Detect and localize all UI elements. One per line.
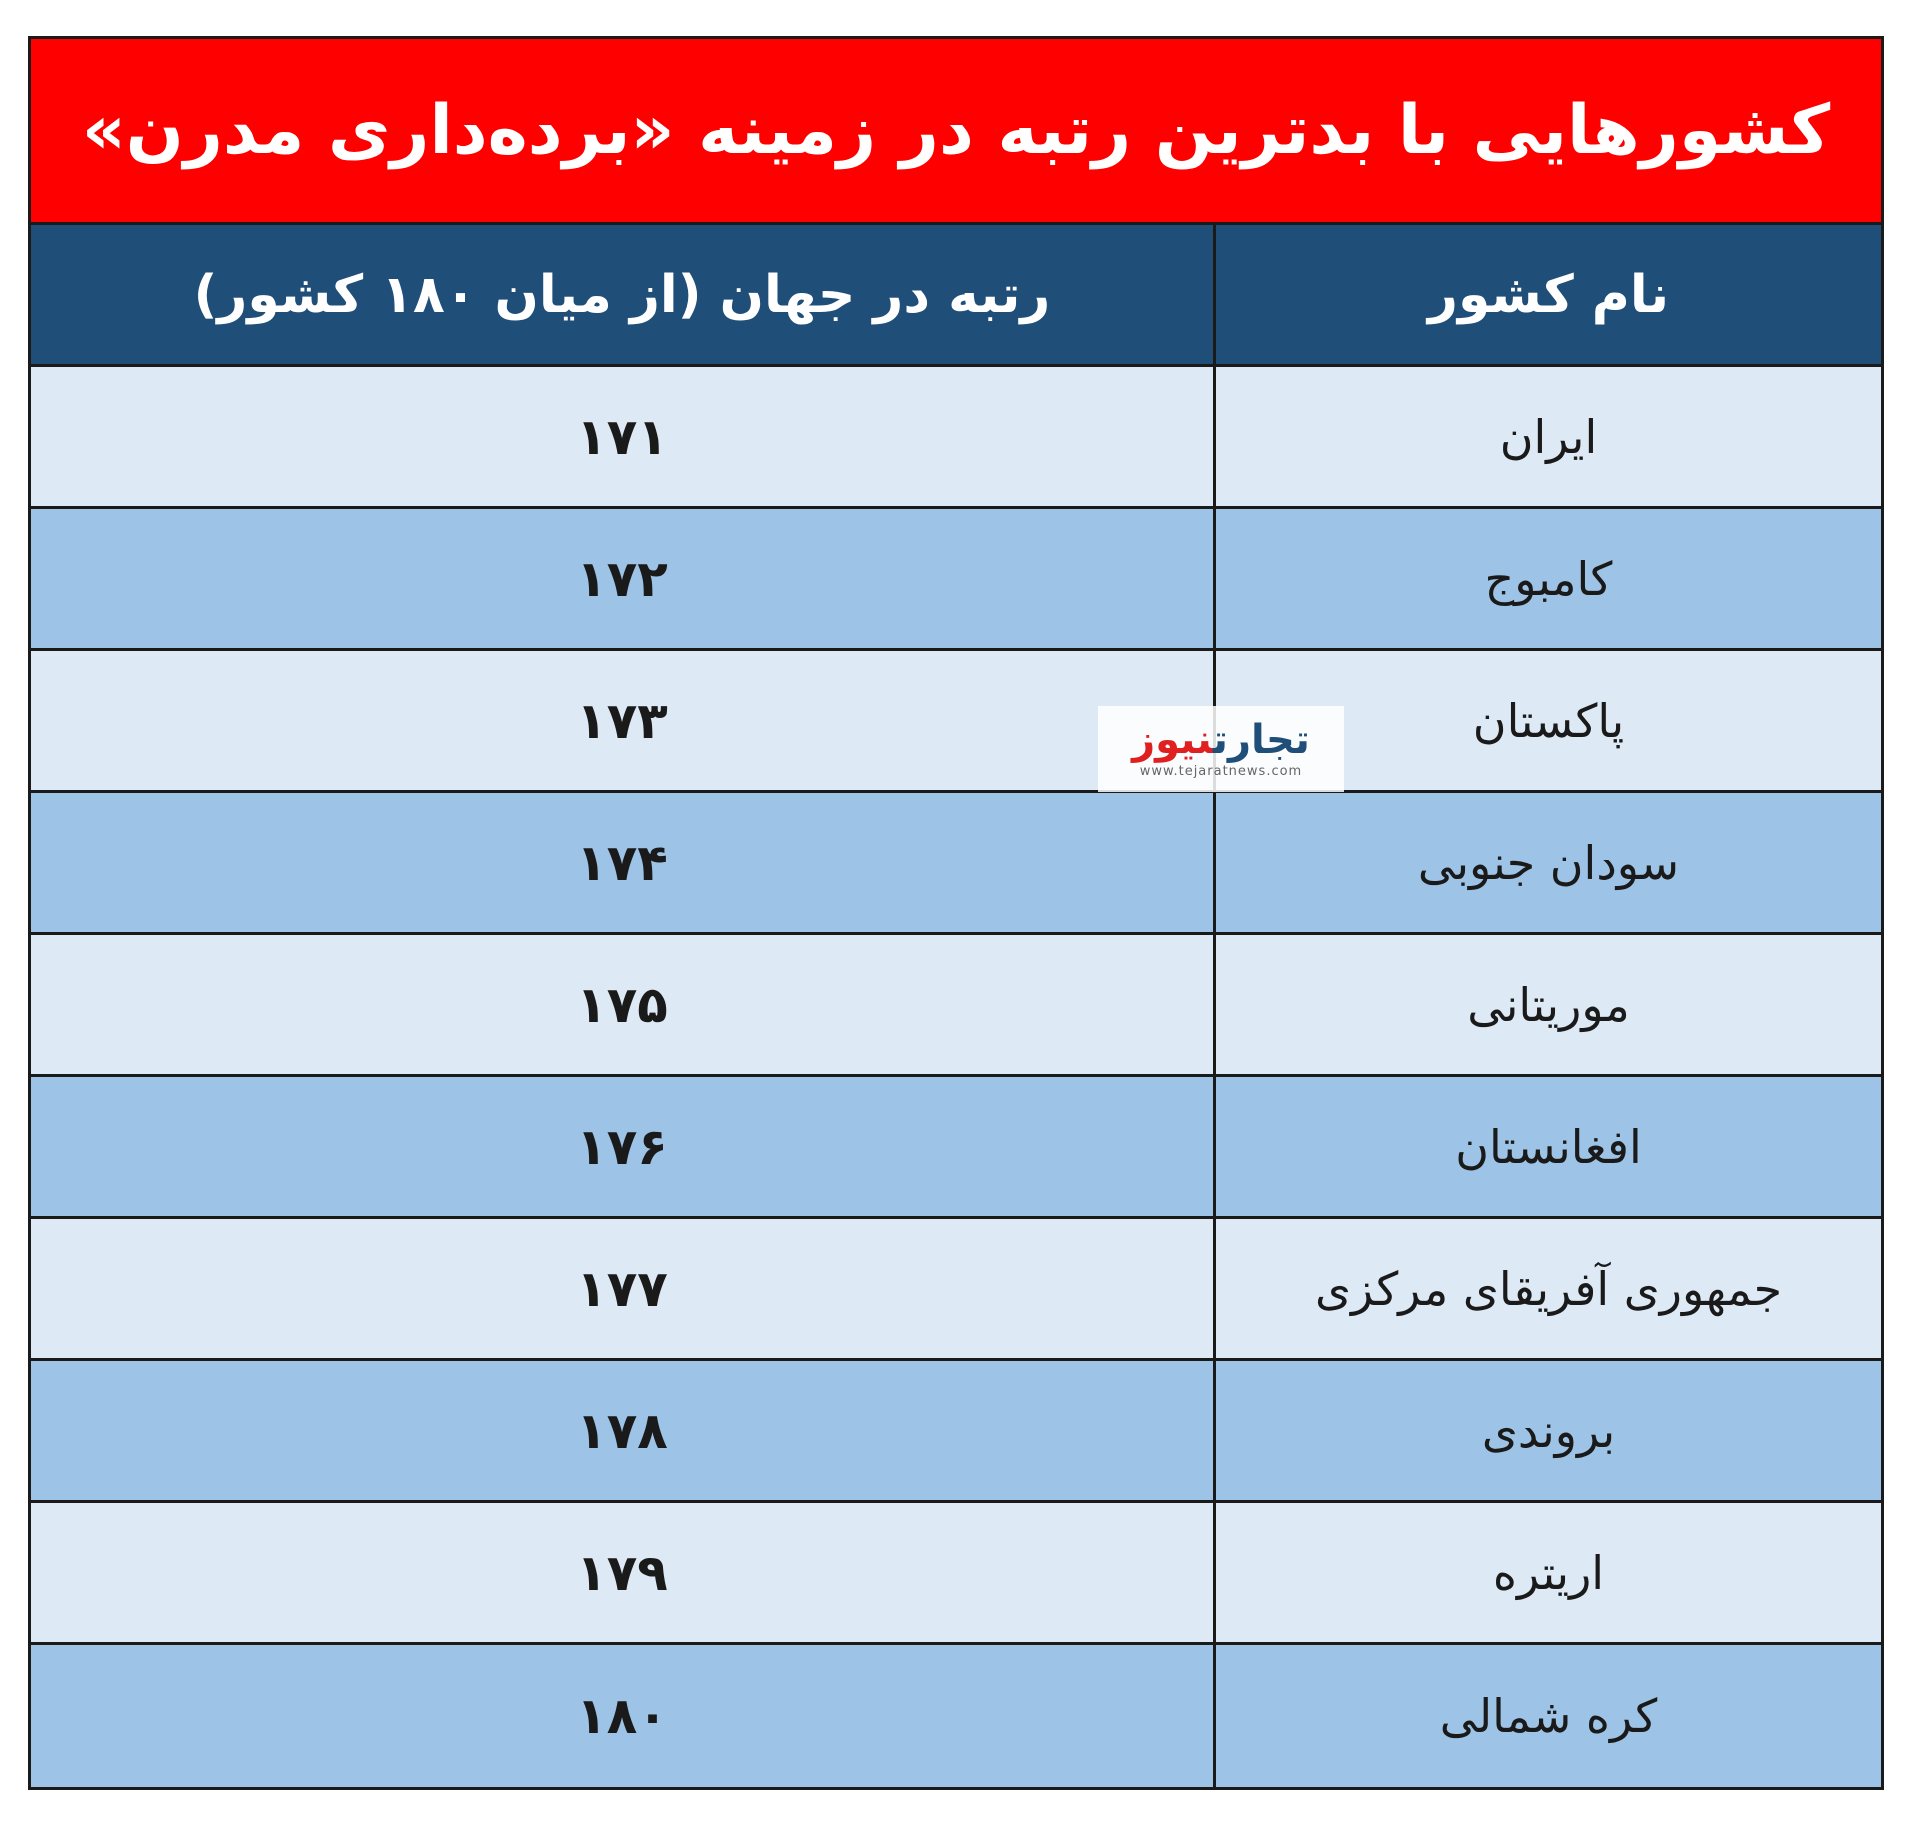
country-cell: کامبوج <box>1213 509 1881 648</box>
rank-cell: ۱۷۸ <box>576 1401 668 1460</box>
watermark-logo-part1: تجارت <box>1212 716 1310 763</box>
watermark-logo-part2: نیوز <box>1132 716 1213 763</box>
rank-cell: ۱۷۶ <box>576 1117 668 1176</box>
rank-cell: ۱۷۳ <box>576 691 668 750</box>
country-cell: جمهوری آفریقای مرکزی <box>1213 1219 1881 1358</box>
rank-cell: ۱۷۲ <box>576 549 668 608</box>
tejarat-news-watermark <box>1098 706 1344 792</box>
table-title: کشورهایی با بدترین رتبه در زمینه «برده‌داری مدرن» <box>31 39 1881 225</box>
table-row <box>31 1503 1881 1645</box>
table-row <box>31 651 1881 793</box>
table-row <box>31 509 1881 651</box>
table-row <box>31 793 1881 935</box>
header-rank: رتبه در جهان (از میان ۱۸۰ کشور) <box>193 264 1051 325</box>
table-row <box>31 367 1881 509</box>
country-cell: سودان جنوبی <box>1213 793 1881 932</box>
table-row <box>31 1361 1881 1503</box>
watermark-url: www.tejaratnews.com <box>1139 763 1303 779</box>
rank-cell: ۱۷۴ <box>576 833 668 892</box>
rank-cell: ۱۷۱ <box>576 407 668 466</box>
country-cell: ایران <box>1213 367 1881 506</box>
table-row <box>31 935 1881 1077</box>
table-row <box>31 1219 1881 1361</box>
rank-cell: ۱۷۵ <box>576 975 668 1034</box>
rank-cell: ۱۷۷ <box>576 1259 668 1318</box>
rank-cell: ۱۸۰ <box>576 1687 668 1745</box>
ranking-table <box>28 36 1884 1790</box>
country-cell: موریتانی <box>1213 935 1881 1074</box>
country-cell: بروندی <box>1213 1361 1881 1500</box>
header-country: نام کشور <box>1213 225 1881 364</box>
country-cell: کره شمالی <box>1213 1645 1881 1787</box>
country-cell: افغانستان <box>1213 1077 1881 1216</box>
country-cell: پاکستان <box>1213 651 1881 790</box>
watermark-logo <box>1132 716 1310 763</box>
table-row <box>31 1645 1881 1787</box>
table-row <box>31 1077 1881 1219</box>
header-row <box>31 225 1881 367</box>
country-cell: اریتره <box>1213 1503 1881 1642</box>
rank-cell: ۱۷۹ <box>576 1543 668 1602</box>
